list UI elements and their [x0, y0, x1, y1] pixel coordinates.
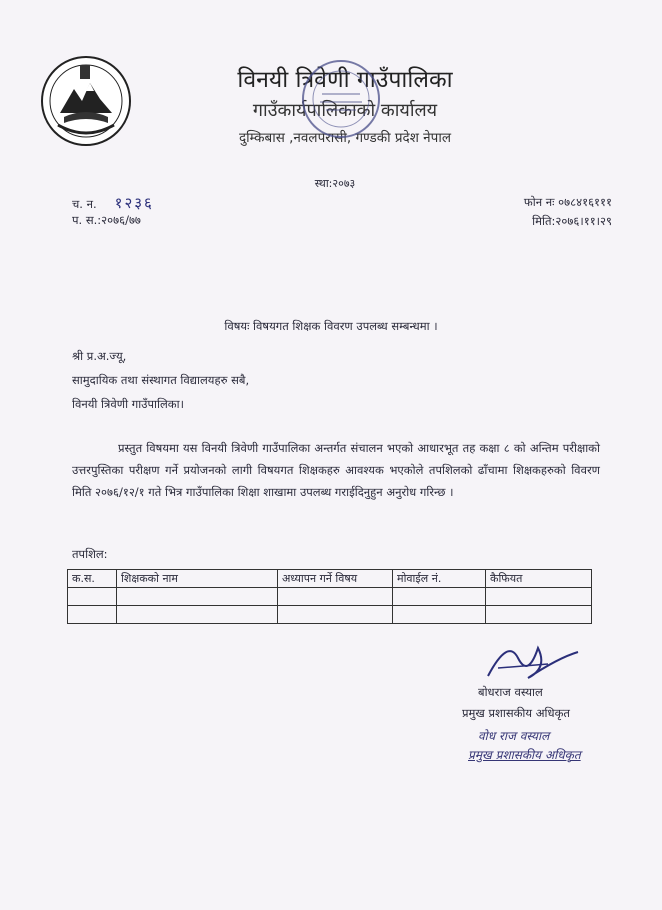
signatory-handwritten-name: वोध राज वस्याल	[478, 729, 550, 743]
office-subtitle: गाउँकार्यपालिकाको कार्यालय	[252, 100, 438, 121]
recipient-line-2: सामुदायिक तथा संस्थागत विद्यालयहरु सबै,	[72, 373, 250, 387]
established-year: स्था:२०७३	[314, 177, 356, 190]
phone-number: फोन नः ०७८४१६१११	[523, 195, 612, 209]
recipient-line-3: विनयी त्रिवेणी गाउँपालिका।	[72, 397, 184, 411]
table-row	[68, 606, 592, 624]
signature-mark	[478, 628, 588, 688]
table-row	[68, 588, 592, 606]
signatory-handwritten-title: प्रमुख प्रशासकीय अधिकृत	[468, 748, 581, 762]
letter-number: प. स.:२०७६/७७	[72, 213, 141, 227]
dispatch-number: १२३६	[114, 194, 154, 212]
letter-date: मिति:२०७६।११।२९	[532, 214, 612, 228]
teacher-details-table	[67, 569, 592, 624]
office-stamp-icon	[300, 58, 382, 140]
nepal-emblem-icon	[40, 55, 132, 147]
table-header-row	[68, 570, 592, 588]
col-serial: क.स.	[68, 570, 117, 588]
signatory-title: प्रमुख प्रशासकीय अधिकृत	[462, 706, 570, 720]
table-label: तपशिल:	[72, 547, 108, 561]
col-remarks: कैफियत	[486, 570, 592, 588]
subject-line: विषयः विषयगत शिक्षक विवरण उपलब्ध सम्बन्धमा ।	[224, 319, 438, 333]
col-teacher-name: शिक्षकको नाम	[117, 570, 278, 588]
office-name: विनयी त्रिवेणी गाउँपालिका	[237, 67, 453, 93]
col-mobile: मोवाईल नं.	[393, 570, 486, 588]
recipient-line-1: श्री प्र.अ.ज्यू,	[72, 349, 127, 363]
dispatch-line	[72, 193, 154, 213]
dispatch-label: च. न.	[72, 197, 97, 211]
office-address: दुम्किबास ,नवलपरासी, गण्डकी प्रदेश नेपाल	[239, 130, 451, 146]
col-subject: अध्यापन गर्ने विषय	[278, 570, 393, 588]
signatory-name: बोधराज वस्याल	[478, 685, 543, 699]
letter-body: प्रस्तुत विषयमा यस विनयी त्रिवेणी गाउँपालिका अन्तर्गत संचालन भएको आधारभूत तह कक्षा ८ को अन्तिम परीक्षाको उत्तरपुस्तिका परीक्षण गर्ने प्रयोजनको लागी विषयगत शिक्षकहरु आवश्यक भएकोले तपशिलको ढाँचामा शिक्षकहरुको विवरण मिति २०७६/१२/१ गते भित्र गाउँपालिका शिक्षा शाखामा उपलब्ध गराईदिनुहुन अनुरोध गरिन्छ ।	[72, 441, 600, 499]
